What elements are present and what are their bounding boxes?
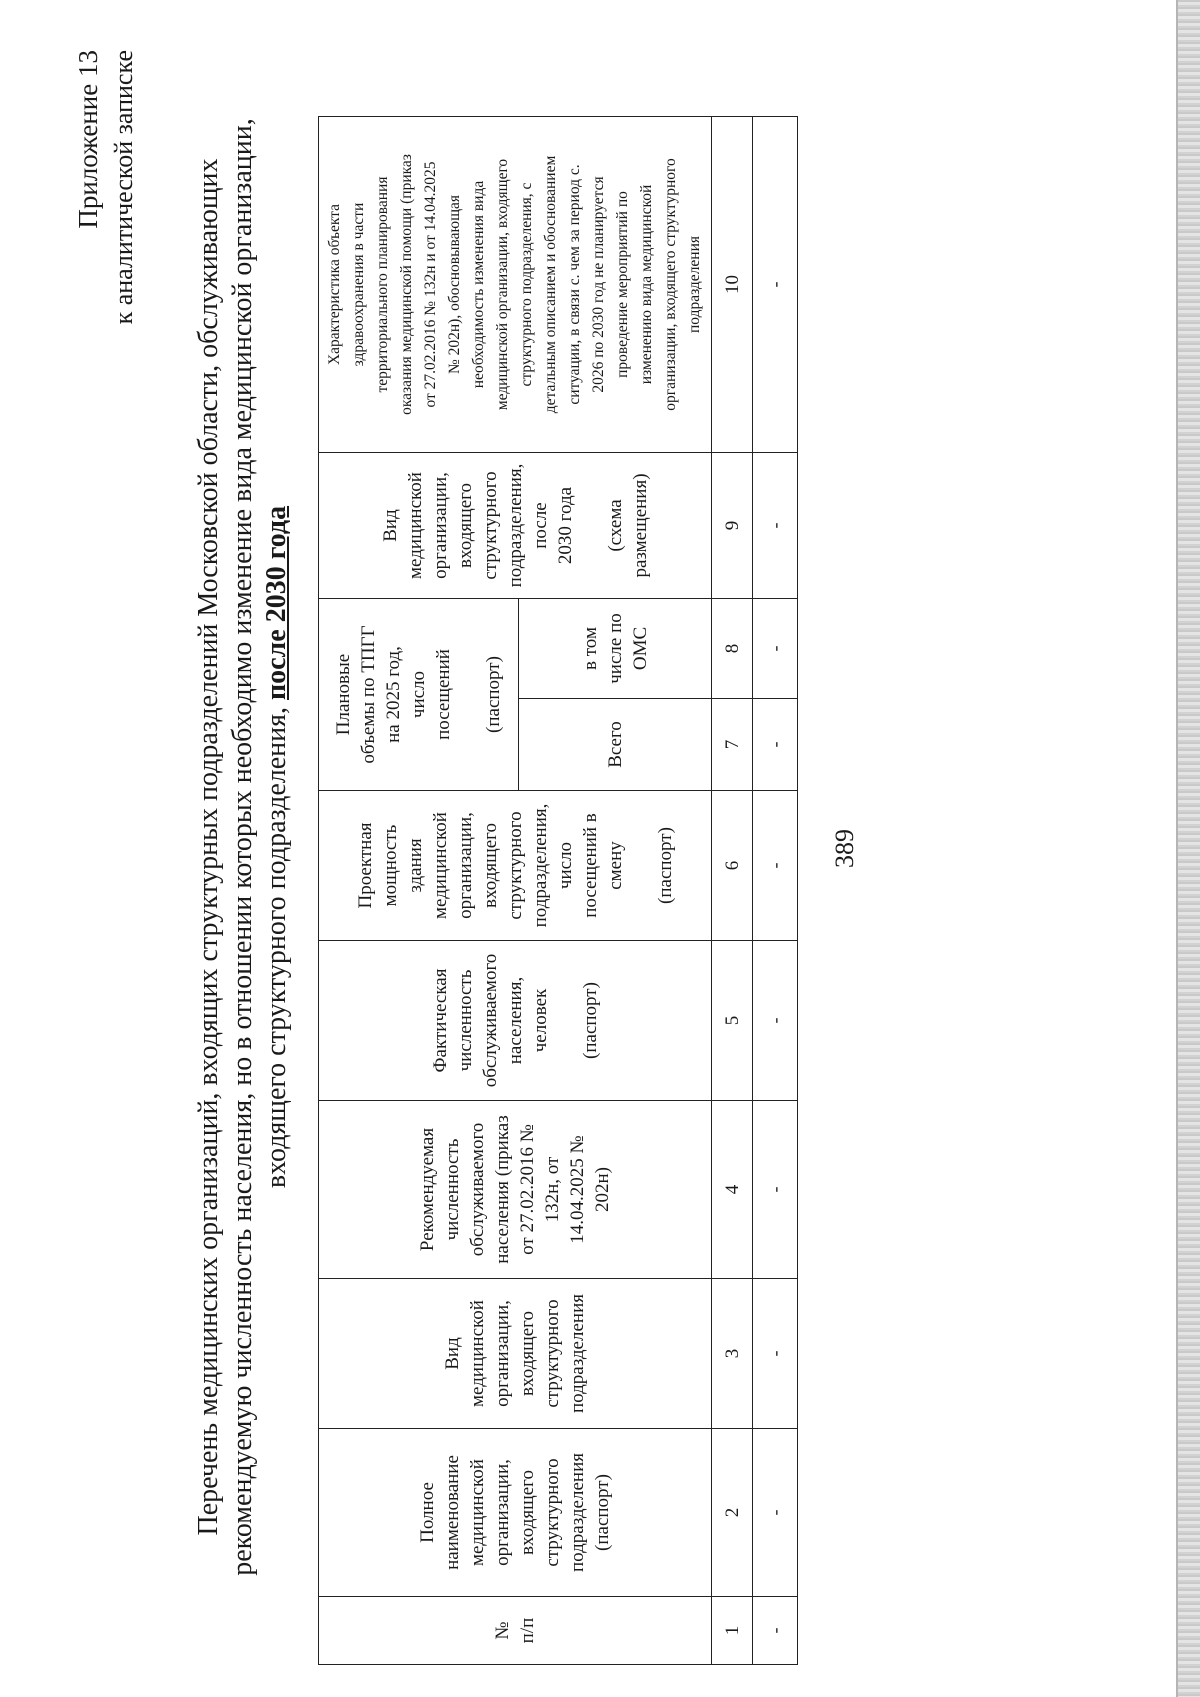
header-col-10: Характеристика объекта здравоохранения в части территориального планирования оказания медицинской помощи (приказ от 27.02.2016 № 132н и от 14.04.2025 № 202н), обосновывающая необходимость изменения вида медицинской организации, входящего структурного подразделения, с детальным описанием и обоснованием ситуации, в связи с. чем за период с. 2026 по 2030 год не планируется проведение мероприятий по изменению вида медицинской организации, входящего структурного подразделения — [319, 117, 712, 453]
header-col-4: Рекомендуемая численность обслуживаемого населения (приказ от 27.02.2016 № 132н, от 14.04.2025 № 202н) — [319, 1101, 712, 1279]
title-line-1: Перечень медицинских организаций, входящих структурных подразделений Московской области, обслуживающих — [193, 158, 224, 1536]
header-col-2: Полное наименование медицинской организации, входящего структурного подразделения (паспорт) — [319, 1429, 712, 1597]
header-col-8: в том числе по ОМС — [519, 599, 712, 699]
table-row — [753, 117, 798, 1665]
numbering-cell: 1 — [712, 1597, 753, 1665]
table-numbering-row — [712, 117, 753, 1665]
table-cell: - — [753, 699, 798, 791]
table-cell: - — [753, 599, 798, 699]
appendix-line-1: Приложение 13 — [73, 50, 103, 229]
numbering-cell: 9 — [712, 453, 753, 599]
header-col-9: Вид медицинской организации, входящего структурного подразделения, после 2030 года (схема размещения) — [319, 453, 712, 599]
header-col-3: Вид медицинской организации, входящего структурного подразделения — [319, 1279, 712, 1429]
numbering-cell: 10 — [712, 117, 753, 453]
table-cell: - — [753, 1597, 798, 1665]
organizations-table — [318, 116, 798, 1665]
title-line-2: рекомендуемую численность населения, но в отношении которых необходимо изменение вида медицинской организации, — [227, 118, 258, 1576]
numbering-cell: 2 — [712, 1429, 753, 1597]
header-col-6: Проектная мощность здания медицинской организации, входящего структурного подразделения, число посещений в смену (паспорт) — [319, 791, 712, 941]
table-cell: - — [753, 1279, 798, 1429]
document-title — [192, 87, 294, 1607]
table-cell: - — [753, 941, 798, 1101]
title-line-3-emphasis: после 2030 года — [261, 505, 292, 700]
header-col-5: Фактическая численность обслуживаемого населения, человек (паспорт) — [319, 941, 712, 1101]
numbering-cell: 8 — [712, 599, 753, 699]
appendix-line-2: к аналитической записке — [109, 50, 138, 325]
title-line-3-plain: входящего структурного подразделения, — [261, 700, 292, 1189]
numbering-cell: 4 — [712, 1101, 753, 1279]
numbering-cell: 3 — [712, 1279, 753, 1429]
table-cell: - — [753, 453, 798, 599]
header-col-7-8-group: Плановые объемы по ТПГГ на 2025 год, число посещений (паспорт) — [319, 599, 519, 791]
title-line-3 — [260, 87, 294, 1607]
numbering-cell: 6 — [712, 791, 753, 941]
numbering-cell: 7 — [712, 699, 753, 791]
page-number: 389 — [830, 829, 859, 868]
table-cell: - — [753, 1101, 798, 1279]
table-cell: - — [753, 117, 798, 453]
header-col-1: № п/п — [319, 1597, 712, 1665]
numbering-cell: 5 — [712, 941, 753, 1101]
appendix-label — [70, 50, 142, 324]
table-header-row — [319, 117, 519, 1665]
header-col-7: Всего — [519, 699, 712, 791]
table-cell: - — [753, 791, 798, 941]
table-cell: - — [753, 1429, 798, 1597]
